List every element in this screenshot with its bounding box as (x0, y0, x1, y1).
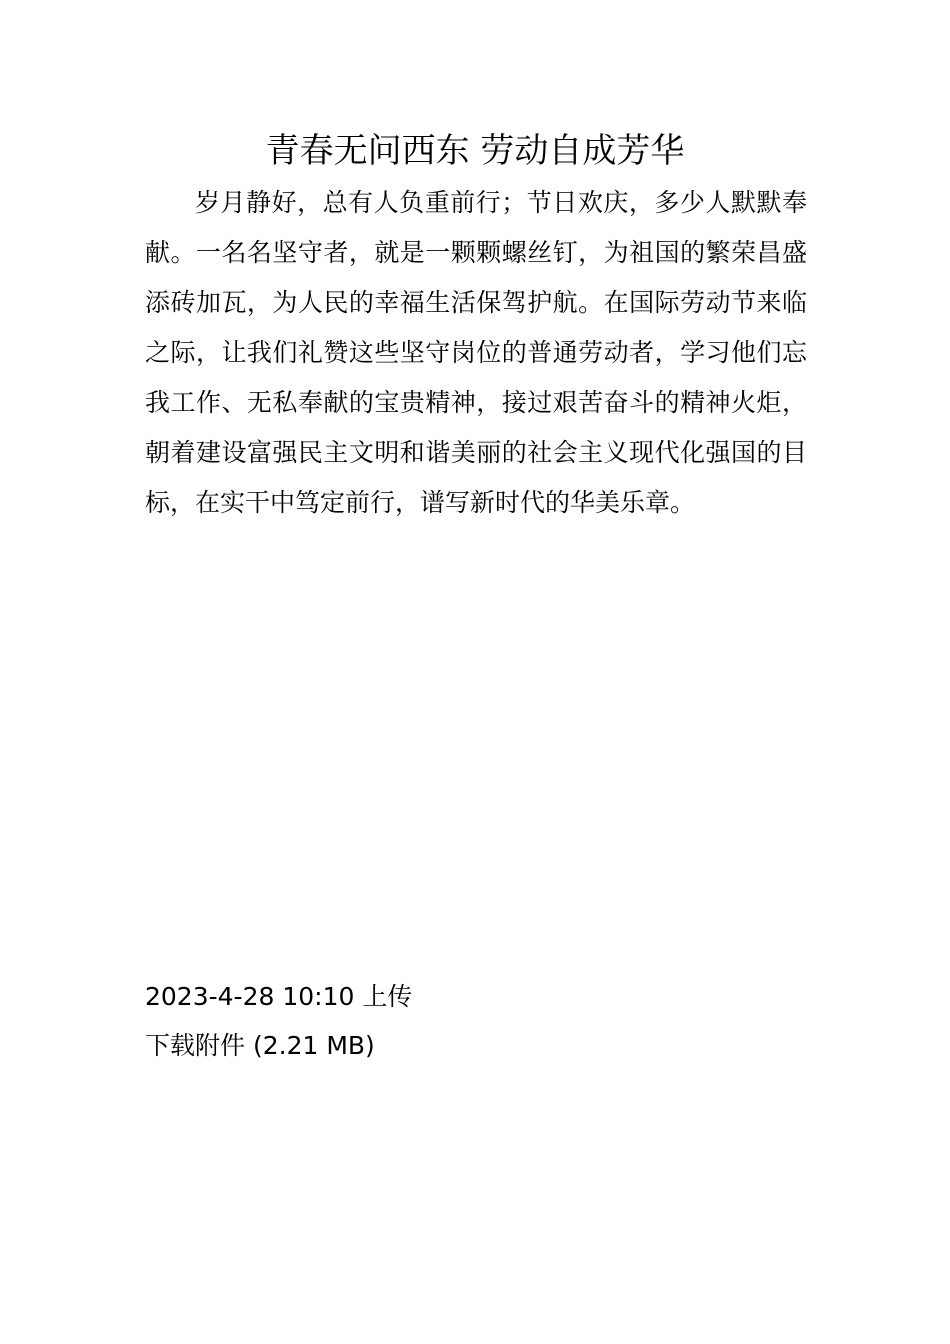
file-size: (2.21 MB) (252, 1031, 375, 1060)
upload-label: 上传 (362, 982, 413, 1011)
upload-datetime: 2023-4-28 10:10 (145, 982, 355, 1011)
download-label[interactable]: 下载附件 (145, 1031, 246, 1060)
article-body: 岁月静好，总有人负重前行；节日欢庆，多少人默默奉献。一名名坚守者，就是一颗颗螺丝钉，为祖国的繁荣昌盛添砖加瓦，为人民的幸福生活保驾护航。在国际劳动节来临之际，让我们礼赞这些坚守岗位的普通劳动者，学习他们忘我工作、无私奉献的宝贵精神，接过艰苦奋斗的精神火炬，朝着建设富强民主文明和谐美丽的社会主义现代化强国的目标，在实干中笃定前行，谱写新时代的华美乐章。 (145, 188, 807, 517)
download-attachment-link[interactable] (145, 1028, 375, 1064)
upload-info (145, 979, 412, 1015)
article-title: 青春无问西东 劳动自成芳华 (265, 131, 685, 171)
